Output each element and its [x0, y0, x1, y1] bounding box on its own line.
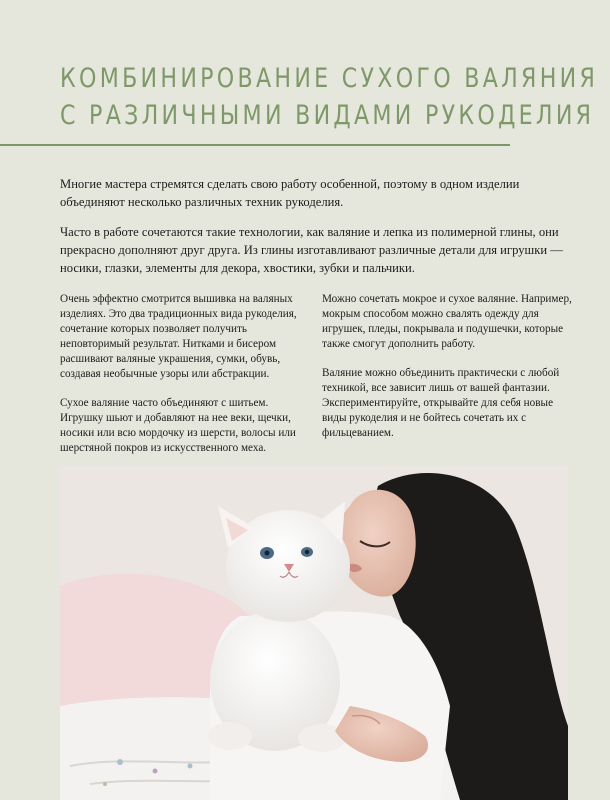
- left-paragraph-2: Сухое валяние часто объединяют с шитьем. Игрушку шьют и добавляют на нее веки, щечки, носики или всю мордочку из шерсти, волосы или шерстяной покров из искусственного меха.: [60, 397, 296, 454]
- title-divider: [0, 144, 510, 146]
- intro-paragraph-1: Многие мастера стремятся сделать свою работу особенной, поэтому в одном изделии объединяют несколько различных техник рукоделия.: [60, 177, 520, 209]
- left-text-column: [60, 292, 310, 470]
- intro-paragraph-2: Часто в работе сочетаются такие технологии, как валяние и лепка из полимерной глины, они прекрасно дополняют друг друга. Из глины изготавливают различные детали для игрушки — носики, глазки, элементы для декора, хвостики, зубки и пальчики.: [60, 225, 563, 275]
- right-paragraph-1: Можно сочетать мокрое и сухое валяние. Например, мокрым способом можно свалять одежду для игрушек, пледы, покрывала и подушечки, которые также смогут дополнить работу.: [322, 293, 572, 350]
- left-paragraph-1: Очень эффектно смотрится вышивка на валяных изделиях. Это два традиционных вида рукоделия, сочетание которых позволяет получить неповторимый результат. Нитками и бисером расшивают валяные украшения, сумки, обувь, создавая необычные узоры или абстракции.: [60, 293, 297, 380]
- page-title: [60, 60, 599, 134]
- page-title-line-1: КОМБИНИРОВАНИЕ СУХОГО ВАЛЯНИЯ: [60, 63, 599, 94]
- right-text-column: [322, 292, 572, 455]
- right-paragraph-2: Валяние можно объединить практически с любой техникой, все зависит лишь от вашей фантазии. Экспериментируйте, открывайте для себя новые виды рукоделия и не бойтесь сочетать их с фильцеванием.: [322, 367, 560, 439]
- photo-woman-with-felted-cat: [60, 466, 568, 800]
- page-title-line-2: С РАЗЛИЧНЫМИ ВИДАМИ РУКОДЕЛИЯ: [60, 100, 595, 131]
